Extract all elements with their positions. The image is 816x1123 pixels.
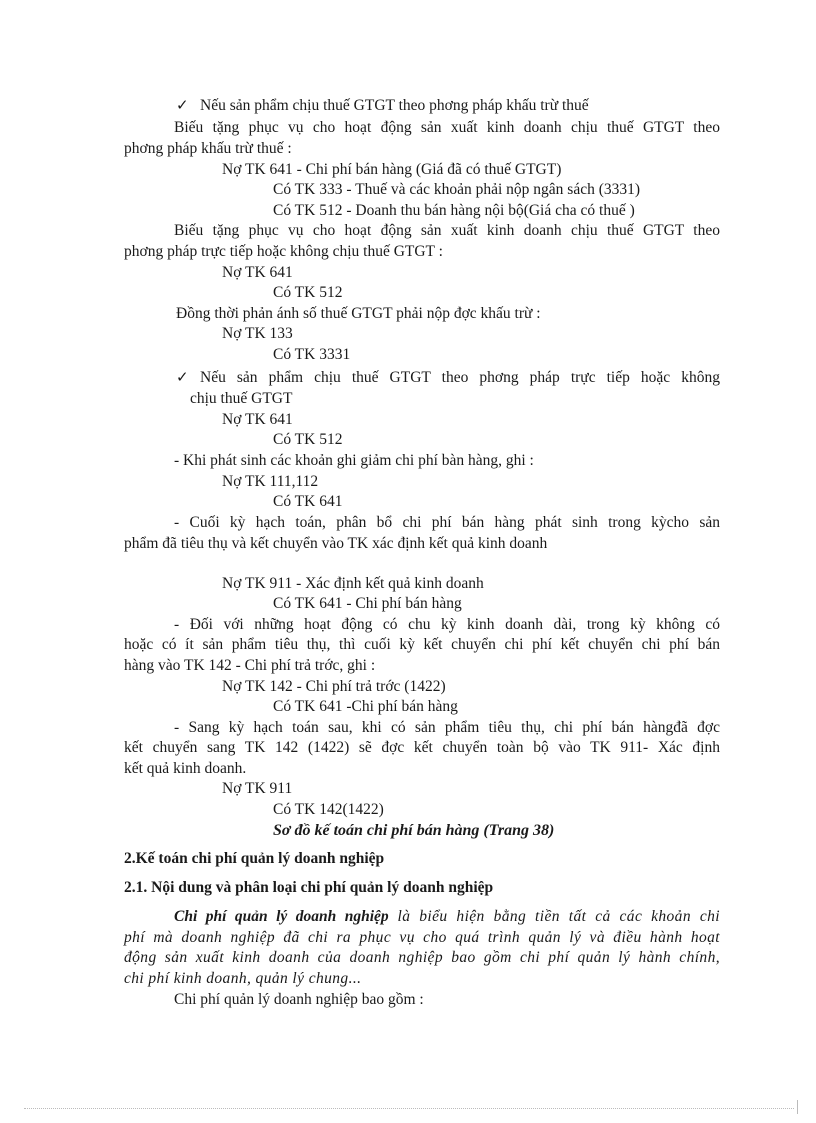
paragraph-line: hoặc có ít sản phẩm tiêu thụ, thì cuối kỳ kết chuyển chi phí kết chuyển chi phí bán <box>124 636 720 653</box>
paragraph-line: Biếu tặng phục vụ cho hoạt động sản xuất kinh doanh chịu thuế GTGT theo <box>174 222 720 239</box>
paragraph-line: Biếu tặng phục vụ cho hoạt động sản xuất kinh doanh chịu thuế GTGT theo <box>174 119 720 136</box>
paragraph-line: kết quả kinh doanh. <box>124 760 247 777</box>
checkmark-icon: ✓ <box>176 98 189 114</box>
bullet-line-2 <box>176 368 720 388</box>
definition-term: Chi phí quản lý doanh nghiệp <box>174 908 389 925</box>
entry-credit: Có TK 641 -Chi phí bán hàng <box>273 698 458 715</box>
paragraph-line: - Khi phát sinh các khoản ghi giảm chi phí bàn hàng, ghi : <box>174 452 534 469</box>
definition-line: động sản xuất kinh doanh của doanh nghiệp bao gồm chi phí quản lý hành chính, <box>124 949 720 966</box>
diagram-reference-heading: Sơ đồ kế toán chi phí bán hàng (Trang 38) <box>273 822 555 839</box>
footer-corner-mark <box>797 1100 798 1114</box>
entry-debit: Nợ TK 142 - Chi phí trả trớc (1422) <box>222 678 446 695</box>
entry-debit: Nợ TK 133 <box>222 325 293 342</box>
entry-credit: Có TK 641 - Chi phí bán hàng <box>273 595 462 612</box>
entry-credit: Có TK 641 <box>273 493 343 510</box>
definition-line: chi phí kinh doanh, quản lý chung... <box>124 970 362 987</box>
entry-debit: Nợ TK 641 - Chi phí bán hàng (Giá đã có thuế GTGT) <box>222 161 562 178</box>
entry-credit: Có TK 142(1422) <box>273 801 384 818</box>
entry-debit: Nợ TK 111,112 <box>222 473 319 490</box>
paragraph-line: phơng pháp khấu trừ thuế : <box>124 140 292 157</box>
bullet-line-1 <box>176 96 589 116</box>
paragraph-line: - Sang kỳ hạch toán sau, khi có sản phẩm tiêu thụ, chi phí bán hàngđã đợc <box>174 719 720 736</box>
entry-debit: Nợ TK 641 <box>222 411 293 428</box>
entry-debit: Nợ TK 641 <box>222 264 293 281</box>
checkmark-icon: ✓ <box>176 370 189 386</box>
text: Nếu sản phẩm chịu thuế GTGT theo phơng pháp khấu trừ thuế <box>200 97 589 114</box>
definition-line <box>174 907 720 927</box>
entry-credit: Có TK 3331 <box>273 346 351 363</box>
entry-credit: Có TK 512 <box>273 431 343 448</box>
paragraph-line: Đồng thời phản ánh số thuế GTGT phải nộp đợc khấu trừ : <box>176 305 541 322</box>
entry-credit: Có TK 333 - Thuế và các khoản phải nộp ngân sách (3331) <box>273 181 641 198</box>
text: Nếu sản phẩm chịu thuế GTGT theo phơng pháp trực tiếp hoặc không <box>200 369 720 386</box>
entry-debit: Nợ TK 911 <box>222 780 293 797</box>
section-heading: 2.Kế toán chi phí quản lý doanh nghiệp <box>124 850 385 867</box>
subsection-heading: 2.1. Nội dung và phân loại chi phí quản lý doanh nghiệp <box>124 879 494 896</box>
paragraph-line: - Đối với những hoạt động có chu kỳ kinh doanh dài, trong kỳ không có <box>174 616 720 633</box>
paragraph-line: phẩm đã tiêu thụ và kết chuyển vào TK xác định kết quả kinh doanh <box>124 535 548 552</box>
definition-line: phí mà doanh nghiệp đã chi ra phục vụ cho quá trình quản lý và điều hành hoạt <box>124 929 720 946</box>
paragraph-line: chịu thuế GTGT <box>190 390 293 407</box>
definition-text: là biểu hiện bằng tiền tất cả các khoản chi <box>388 908 720 925</box>
paragraph-line: hàng vào TK 142 - Chi phí trả trớc, ghi : <box>124 657 376 674</box>
entry-credit: Có TK 512 - Doanh thu bán hàng nội bộ(Giá cha có thuế ) <box>273 202 635 219</box>
entry-debit: Nợ TK 911 - Xác định kết quả kinh doanh <box>222 575 484 592</box>
paragraph-line: phơng pháp trực tiếp hoặc không chịu thuế GTGT : <box>124 243 443 260</box>
entry-credit: Có TK 512 <box>273 284 343 301</box>
paragraph-line: kết chuyển sang TK 142 (1422) sẽ đợc kết chuyển toàn bộ vào TK 911- Xác định <box>124 739 720 756</box>
paragraph-line: Chi phí quản lý doanh nghiệp bao gồm : <box>174 991 424 1008</box>
footer-divider <box>24 1108 794 1109</box>
paragraph-line: - Cuối kỳ hạch toán, phân bổ chi phí bán hàng phát sinh trong kỳcho sản <box>174 514 720 531</box>
